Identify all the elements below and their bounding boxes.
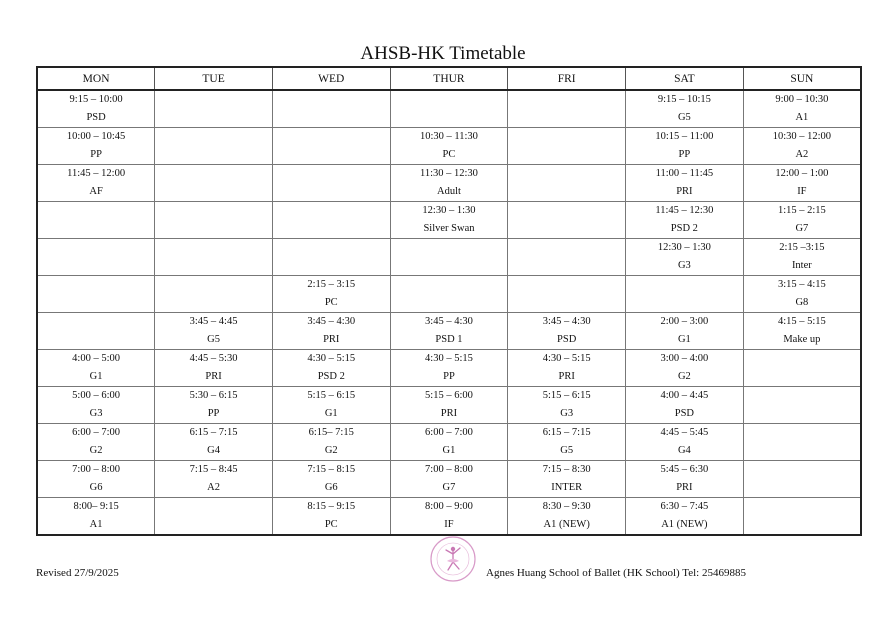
class-slot xyxy=(626,313,744,350)
slot-time: 7:15 – 8:45 xyxy=(189,464,238,475)
slot-class: PSD 2 xyxy=(317,371,345,382)
slot-class: PC xyxy=(324,297,338,308)
slot-time: 12:00 – 1:00 xyxy=(775,168,829,179)
slot-time: 12:30 – 1:30 xyxy=(657,242,711,253)
slot-class: PSD 2 xyxy=(670,223,698,234)
slot-class: G1 xyxy=(677,334,691,345)
class-slot xyxy=(626,165,744,202)
slot-class: A1 (NEW) xyxy=(661,519,708,530)
class-slot xyxy=(390,350,508,387)
class-slot xyxy=(508,313,626,350)
empty-slot xyxy=(390,239,508,276)
slot-class: G7 xyxy=(442,482,456,493)
slot-time: 1:15 – 2:15 xyxy=(777,205,826,216)
slot-class: Inter xyxy=(791,260,812,271)
table-row xyxy=(37,276,861,313)
empty-slot xyxy=(155,276,273,313)
class-slot xyxy=(508,350,626,387)
class-slot xyxy=(743,165,861,202)
class-slot xyxy=(272,276,390,313)
empty-slot xyxy=(508,276,626,313)
class-slot xyxy=(743,202,861,239)
slot-time: 8:15 – 9:15 xyxy=(307,501,356,512)
empty-slot xyxy=(508,128,626,165)
slot-class: G2 xyxy=(677,371,691,382)
slot-time: 11:00 – 11:45 xyxy=(655,168,714,179)
slot-time: 3:15 – 4:15 xyxy=(777,279,826,290)
class-slot xyxy=(390,128,508,165)
class-slot xyxy=(37,461,155,498)
class-slot xyxy=(626,90,744,128)
slot-class: INTER xyxy=(551,482,583,493)
slot-time: 3:45 – 4:30 xyxy=(542,316,591,327)
slot-class: PP xyxy=(678,149,691,160)
slot-time: 6:30 – 7:45 xyxy=(660,501,709,512)
table-row xyxy=(37,387,861,424)
empty-slot xyxy=(155,239,273,276)
slot-time: 5:30 – 6:15 xyxy=(189,390,238,401)
slot-class: PSD xyxy=(557,334,577,345)
empty-slot xyxy=(743,387,861,424)
empty-slot xyxy=(155,165,273,202)
empty-slot xyxy=(390,276,508,313)
class-slot xyxy=(743,313,861,350)
class-slot xyxy=(390,165,508,202)
school-contact-info: Agnes Huang School of Ballet (HK School) Tel: 25469885 xyxy=(486,567,746,579)
slot-time: 10:30 – 11:30 xyxy=(419,131,478,142)
class-slot xyxy=(390,461,508,498)
slot-class: PRI xyxy=(323,334,340,345)
class-slot xyxy=(155,461,273,498)
slot-time: 2:00 – 3:00 xyxy=(660,316,709,327)
slot-class: G1 xyxy=(324,408,338,419)
slot-time: 4:30 – 5:15 xyxy=(425,353,473,364)
slot-class: PC xyxy=(324,519,338,530)
day-header-mon: MON xyxy=(37,67,155,90)
slot-time: 3:45 – 4:30 xyxy=(307,316,356,327)
day-header-wed: WED xyxy=(272,67,390,90)
empty-slot xyxy=(155,498,273,536)
class-slot xyxy=(272,387,390,424)
class-slot xyxy=(508,387,626,424)
table-row xyxy=(37,165,861,202)
timetable xyxy=(36,66,862,536)
class-slot xyxy=(155,424,273,461)
empty-slot xyxy=(155,90,273,128)
slot-class: G7 xyxy=(795,223,809,234)
class-slot xyxy=(37,498,155,536)
class-slot xyxy=(626,461,744,498)
slot-class: PRI xyxy=(676,186,693,197)
timetable-body xyxy=(37,90,861,535)
slot-time: 3:45 – 4:30 xyxy=(425,316,473,327)
ballerina-seal-icon xyxy=(428,534,478,584)
class-slot xyxy=(390,424,508,461)
class-slot xyxy=(743,90,861,128)
slot-time: 3:45 – 4:45 xyxy=(189,316,238,327)
empty-slot xyxy=(37,276,155,313)
slot-time: 5:15 – 6:15 xyxy=(542,390,591,401)
slot-class: IF xyxy=(444,519,454,530)
slot-time: 11:45 – 12:30 xyxy=(655,205,714,216)
slot-class: A2 xyxy=(795,149,809,160)
slot-time: 6:15 – 7:15 xyxy=(542,427,591,438)
table-row xyxy=(37,313,861,350)
empty-slot xyxy=(743,424,861,461)
empty-slot xyxy=(155,202,273,239)
slot-time: 9:15 – 10:00 xyxy=(69,94,123,105)
slot-class: G6 xyxy=(89,482,103,493)
class-slot xyxy=(272,313,390,350)
slot-time: 2:15 – 3:15 xyxy=(307,279,356,290)
slot-class: G4 xyxy=(207,445,220,456)
table-row xyxy=(37,239,861,276)
empty-slot xyxy=(272,239,390,276)
slot-class: G6 xyxy=(324,482,338,493)
slot-class: PSD xyxy=(86,112,106,123)
empty-slot xyxy=(272,165,390,202)
slot-class: Adult xyxy=(437,186,461,197)
slot-class: G2 xyxy=(324,445,338,456)
slot-time: 6:15– 7:15 xyxy=(308,427,354,438)
slot-class: G3 xyxy=(89,408,103,419)
slot-time: 8:00– 9:15 xyxy=(73,501,119,512)
table-row xyxy=(37,90,861,128)
slot-class: PSD 1 xyxy=(435,334,463,345)
class-slot xyxy=(626,350,744,387)
slot-class: G5 xyxy=(677,112,691,123)
slot-class: G1 xyxy=(442,445,456,456)
class-slot xyxy=(390,387,508,424)
slot-time: 6:15 – 7:15 xyxy=(189,427,238,438)
slot-class: A2 xyxy=(207,482,220,493)
class-slot xyxy=(37,424,155,461)
slot-time: 8:30 – 9:30 xyxy=(542,501,591,512)
revised-date: Revised 27/9/2025 xyxy=(36,567,119,579)
class-slot xyxy=(155,313,273,350)
slot-class: G3 xyxy=(560,408,574,419)
slot-class: G5 xyxy=(560,445,574,456)
empty-slot xyxy=(37,239,155,276)
empty-slot xyxy=(743,498,861,536)
class-slot xyxy=(626,202,744,239)
class-slot xyxy=(508,498,626,536)
slot-class: G2 xyxy=(89,445,103,456)
class-slot xyxy=(626,498,744,536)
empty-slot xyxy=(272,128,390,165)
class-slot xyxy=(508,461,626,498)
day-header-sat: SAT xyxy=(626,67,744,90)
slot-time: 6:00 – 7:00 xyxy=(425,427,473,438)
slot-time: 5:15 – 6:15 xyxy=(307,390,356,401)
empty-slot xyxy=(272,90,390,128)
class-slot xyxy=(37,350,155,387)
slot-time: 3:00 – 4:00 xyxy=(660,353,709,364)
class-slot xyxy=(626,128,744,165)
empty-slot xyxy=(508,165,626,202)
day-header-tue: TUE xyxy=(155,67,273,90)
table-row xyxy=(37,128,861,165)
table-row xyxy=(37,424,861,461)
empty-slot xyxy=(155,128,273,165)
slot-time: 7:15 – 8:15 xyxy=(307,464,356,475)
slot-class: PP xyxy=(207,408,220,419)
class-slot xyxy=(743,239,861,276)
slot-time: 11:30 – 12:30 xyxy=(419,168,478,179)
class-slot xyxy=(272,498,390,536)
slot-time: 2:15 –3:15 xyxy=(779,242,825,253)
slot-class: PRI xyxy=(676,482,693,493)
table-row xyxy=(37,498,861,536)
class-slot xyxy=(37,387,155,424)
slot-time: 10:00 – 10:45 xyxy=(66,131,126,142)
slot-time: 4:00 – 5:00 xyxy=(72,353,121,364)
slot-time: 5:00 – 6:00 xyxy=(72,390,121,401)
class-slot xyxy=(155,350,273,387)
slot-time: 10:30 – 12:00 xyxy=(772,131,832,142)
empty-slot xyxy=(743,461,861,498)
slot-time: 4:45 – 5:45 xyxy=(660,427,709,438)
class-slot xyxy=(390,202,508,239)
day-header-thur: THUR xyxy=(390,67,508,90)
table-row xyxy=(37,461,861,498)
day-header-sun: SUN xyxy=(743,67,861,90)
class-slot xyxy=(743,276,861,313)
table-row xyxy=(37,202,861,239)
empty-slot xyxy=(743,350,861,387)
class-slot xyxy=(626,424,744,461)
page-title: AHSB-HK Timetable xyxy=(360,43,526,64)
slot-time: 4:15 – 5:15 xyxy=(777,316,826,327)
slot-class: G3 xyxy=(677,260,691,271)
slot-class: A1 xyxy=(795,112,809,123)
class-slot xyxy=(272,424,390,461)
slot-time: 10:15 – 11:00 xyxy=(655,131,714,142)
slot-class: G1 xyxy=(89,371,103,382)
class-slot xyxy=(743,128,861,165)
empty-slot xyxy=(508,202,626,239)
class-slot xyxy=(37,128,155,165)
class-slot xyxy=(37,165,155,202)
slot-time: 9:00 – 10:30 xyxy=(775,94,829,105)
slot-class: A1 xyxy=(89,519,103,530)
slot-time: 5:45 – 6:30 xyxy=(660,464,709,475)
slot-class: Silver Swan xyxy=(423,223,475,234)
slot-time: 4:30 – 5:15 xyxy=(307,353,356,364)
empty-slot xyxy=(37,202,155,239)
class-slot xyxy=(390,498,508,536)
slot-class: PSD xyxy=(674,408,694,419)
slot-time: 7:00 – 8:00 xyxy=(425,464,473,475)
empty-slot xyxy=(508,239,626,276)
day-header-fri: FRI xyxy=(508,67,626,90)
class-slot xyxy=(508,424,626,461)
slot-class: G5 xyxy=(207,334,220,345)
empty-slot xyxy=(390,90,508,128)
slot-time: 11:45 – 12:00 xyxy=(67,168,126,179)
slot-class: G8 xyxy=(795,297,809,308)
slot-time: 7:15 – 8:30 xyxy=(542,464,591,475)
slot-time: 5:15 – 6:00 xyxy=(425,390,473,401)
class-slot xyxy=(626,387,744,424)
slot-time: 4:00 – 4:45 xyxy=(660,390,709,401)
slot-class: G4 xyxy=(677,445,691,456)
slot-class: PRI xyxy=(440,408,458,419)
empty-slot xyxy=(508,90,626,128)
slot-class: PRI xyxy=(205,371,222,382)
slot-class: Make up xyxy=(783,334,821,345)
slot-time: 4:45 – 5:30 xyxy=(189,353,238,364)
slot-time: 4:30 – 5:15 xyxy=(542,353,591,364)
slot-class: PP xyxy=(443,371,455,382)
slot-class: PP xyxy=(90,149,102,160)
class-slot xyxy=(37,90,155,128)
empty-slot xyxy=(272,202,390,239)
class-slot xyxy=(626,239,744,276)
slot-time: 8:00 – 9:00 xyxy=(425,501,473,512)
slot-time: 12:30 – 1:30 xyxy=(422,205,476,216)
slot-time: 9:15 – 10:15 xyxy=(657,94,711,105)
class-slot xyxy=(390,313,508,350)
table-row xyxy=(37,350,861,387)
slot-class: PC xyxy=(442,149,456,160)
slot-time: 6:00 – 7:00 xyxy=(72,427,121,438)
class-slot xyxy=(272,461,390,498)
slot-class: AF xyxy=(89,186,103,197)
slot-class: A1 (NEW) xyxy=(543,519,590,530)
empty-slot xyxy=(37,313,155,350)
empty-slot xyxy=(626,276,744,313)
slot-time: 7:00 – 8:00 xyxy=(72,464,121,475)
class-slot xyxy=(272,350,390,387)
slot-class: IF xyxy=(797,186,807,197)
class-slot xyxy=(155,387,273,424)
slot-class: PRI xyxy=(558,371,575,382)
day-header-row xyxy=(37,67,861,90)
